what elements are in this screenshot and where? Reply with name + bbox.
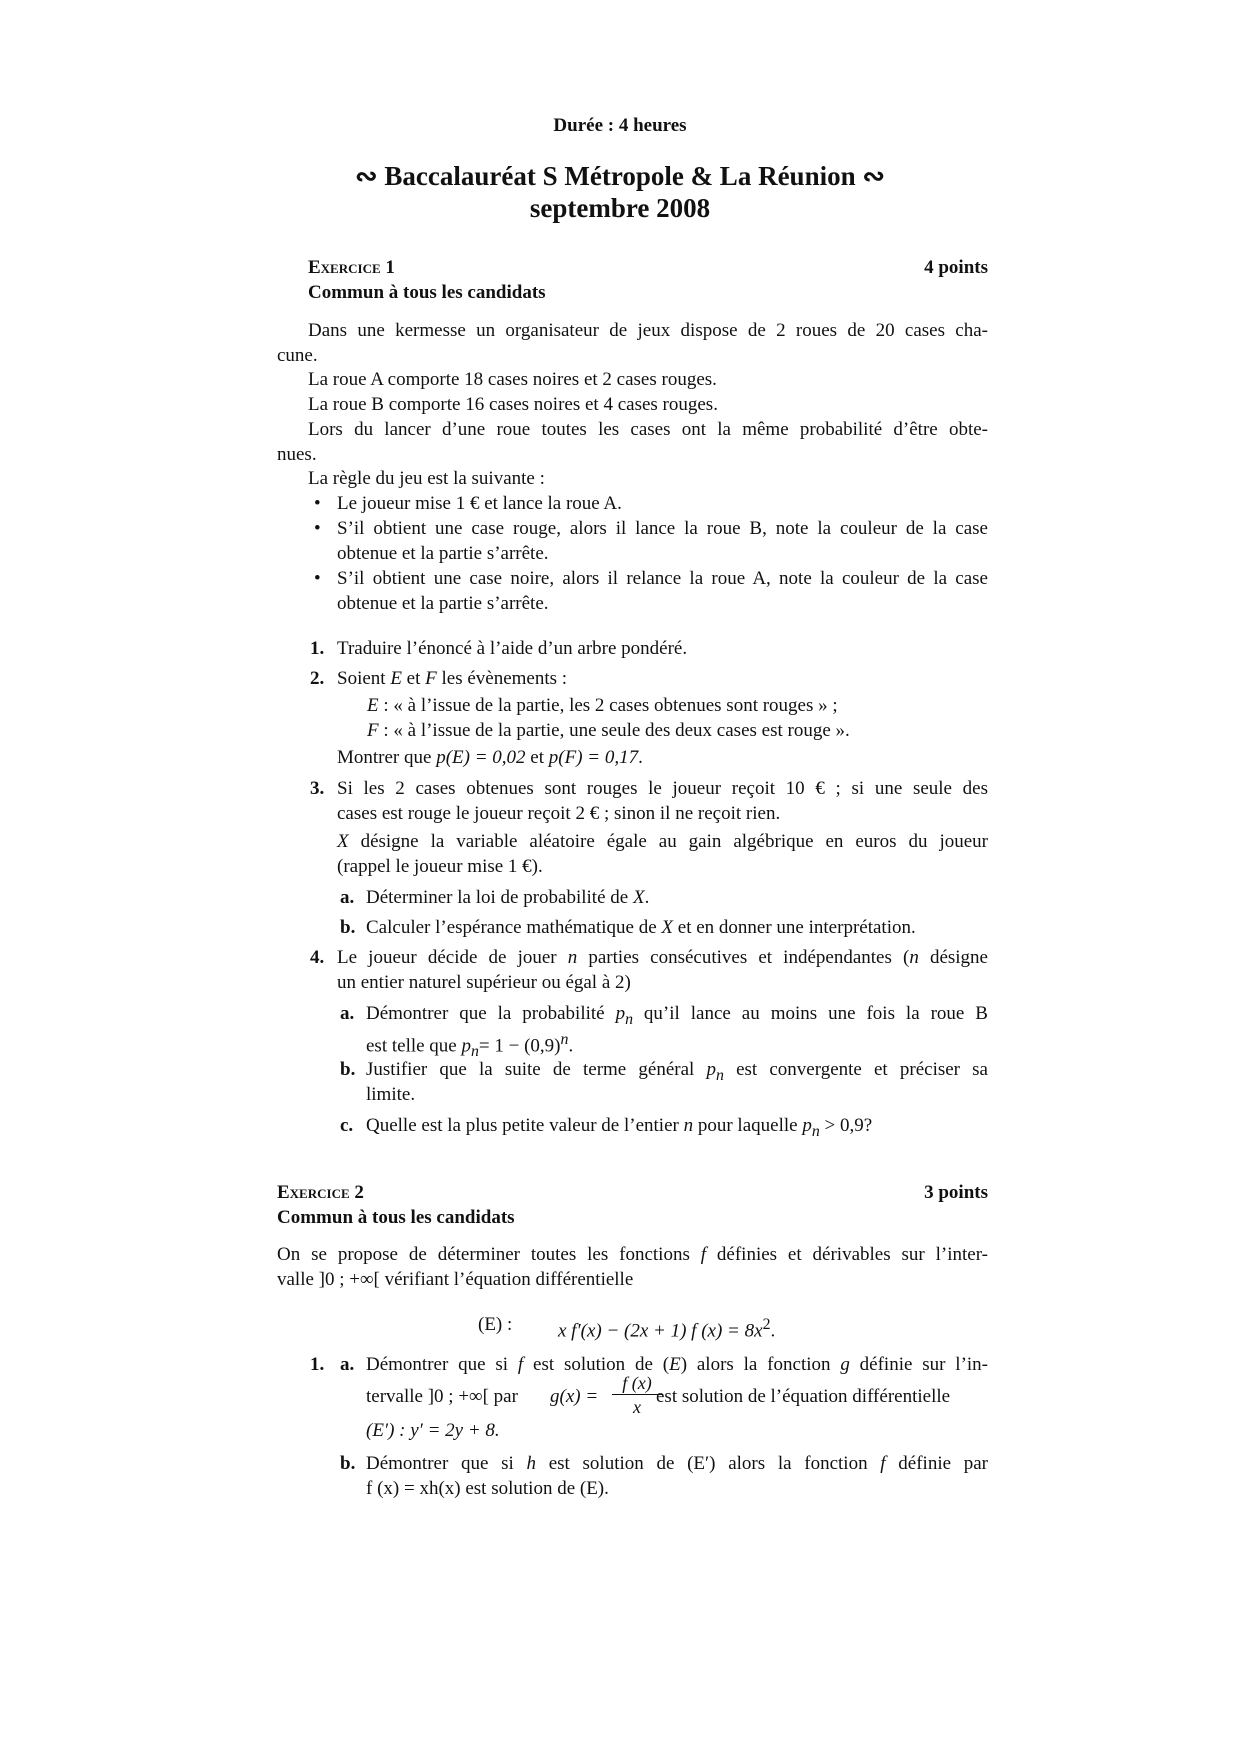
event-e-label: E bbox=[367, 695, 379, 716]
q1a-text-a: Démontrer que si bbox=[366, 1354, 518, 1375]
ex1-paragraph-4-end: nues. bbox=[277, 444, 317, 465]
ex1-q3a-number: a. bbox=[340, 887, 355, 908]
ex1-paragraph-1: Dans une kermesse un organisateur de jeux dispose de 2 roues de 20 cases cha- bbox=[308, 320, 988, 341]
ex1-q4b-line2: limite. bbox=[366, 1084, 416, 1105]
q3-line3-text: désigne la variable aléatoire égale au gain algébrique en euros du joueur bbox=[348, 831, 988, 852]
q1b-text-b: est solution de (E′) alors la fonction bbox=[536, 1453, 881, 1474]
q2-and: et bbox=[525, 747, 549, 768]
ornament-right-icon: ∾ bbox=[862, 161, 885, 191]
equation-body: x f′(x) − (2x + 1) f (x) = 8x bbox=[558, 1320, 763, 1342]
q2-end: . bbox=[638, 747, 643, 768]
q2-event-e: E bbox=[390, 668, 402, 689]
gx-label: g(x) = bbox=[550, 1386, 599, 1407]
q4a-exp: n bbox=[560, 1031, 569, 1048]
ex1-q2-event-e-def bbox=[367, 693, 838, 718]
exercise-1-title: Exercice 1 bbox=[308, 257, 395, 278]
ex1-q3b-text bbox=[366, 915, 916, 940]
q2-show-a: Montrer que bbox=[337, 747, 437, 768]
ex2-intro-f: f bbox=[700, 1244, 707, 1265]
bullet-icon: • bbox=[314, 568, 321, 589]
ex2-q1a-line2-start: tervalle ]0 ; +∞[ par bbox=[366, 1386, 518, 1407]
ex1-bullet-3: S’il obtient une case noire, alors il relance la roue A, note la couleur de la case bbox=[337, 568, 988, 589]
ex1-paragraph-2: La roue A comporte 18 cases noires et 2 cases rouges. bbox=[308, 369, 717, 390]
q3-x: X bbox=[337, 831, 349, 852]
exercise-2-title: Exercice 2 bbox=[277, 1182, 364, 1203]
ex1-q1-number: 1. bbox=[310, 638, 325, 659]
ex1-bullet-2-end: obtenue et la partie s’arrête. bbox=[337, 543, 549, 564]
q1a-f: f bbox=[517, 1354, 524, 1375]
ex1-q4b-line1 bbox=[366, 1057, 988, 1088]
ex1-q4c-number: c. bbox=[340, 1115, 354, 1136]
fraction-numerator: f (x) bbox=[622, 1373, 652, 1393]
q2-event-f: F bbox=[425, 668, 437, 689]
ex1-q2-number: 2. bbox=[310, 668, 325, 689]
exercise-2-subtitle: Commun à tous les candidats bbox=[277, 1207, 515, 1228]
q1a-e: E bbox=[669, 1354, 681, 1375]
ex1-q3a-text bbox=[366, 885, 649, 910]
ex2-intro-line2: valle ]0 ; +∞[ vérifiant l’équation différentielle bbox=[277, 1269, 634, 1290]
q3a-end: . bbox=[644, 887, 650, 908]
q1a-text-c: ) alors la fonction bbox=[680, 1354, 841, 1375]
q4a-p: p bbox=[615, 1003, 626, 1024]
ex1-q4a-number: a. bbox=[340, 1003, 355, 1024]
q4b-text-a: Justifier que la suite de terme général bbox=[366, 1059, 707, 1080]
ex1-paragraph-4: Lors du lancer d’une roue toutes les cases ont la même probabilité d’être obte- bbox=[308, 419, 988, 440]
q1a-text-b: est solution de ( bbox=[523, 1354, 670, 1375]
q4a-formula: = 1 − (0,9) bbox=[478, 1035, 561, 1057]
ex2-q1a-line2-end: est solution de l’équation différentielle bbox=[656, 1386, 951, 1407]
ex1-q3-line1: Si les 2 cases obtenues sont rouges le joueur reçoit 10 € ; si une seule des bbox=[337, 778, 988, 799]
q4c-text-b: pour laquelle bbox=[693, 1115, 803, 1136]
fraction-bar bbox=[612, 1394, 662, 1395]
q4-n: n bbox=[567, 947, 578, 968]
q4b-text-b: est convergente et préciser sa bbox=[723, 1059, 988, 1080]
q4c-n: n bbox=[683, 1115, 694, 1136]
q3a-text: Déterminer la loi de probabilité de bbox=[366, 887, 633, 908]
event-f-label: F bbox=[367, 720, 379, 741]
ex1-bullet-3-end: obtenue et la partie s’arrête. bbox=[337, 593, 549, 614]
ex1-q4-number: 4. bbox=[310, 947, 325, 968]
ex1-bullet-2: S’il obtient une case rouge, alors il lance la roue B, note la couleur de la case bbox=[337, 518, 988, 539]
ex2-q1a-gx bbox=[550, 1384, 598, 1409]
ex1-q3-line3 bbox=[337, 829, 988, 854]
ex1-rules-intro: La règle du jeu est la suivante : bbox=[308, 468, 545, 489]
q4c-sub-n: n bbox=[811, 1122, 820, 1140]
equation-exponent: 2 bbox=[762, 1316, 771, 1333]
ex1-q3b-number: b. bbox=[340, 917, 356, 938]
title-line1: Baccalauréat S Métropole & La Réunion bbox=[384, 161, 856, 191]
q4c-p: p bbox=[802, 1115, 812, 1136]
ex2-q1a-line3: (E′) : y′ = 2y + 8. bbox=[366, 1420, 500, 1441]
event-f-text: : « à l’issue de la partie, une seule des deux cases est rouge ». bbox=[378, 720, 850, 741]
ex2-q1b-line2: f (x) = xh(x) est solution de (E). bbox=[366, 1478, 609, 1499]
fraction-denominator: x bbox=[633, 1397, 641, 1417]
ex2-q1a-line1 bbox=[366, 1352, 988, 1377]
q2-pf: p(F) = 0,17 bbox=[548, 747, 639, 768]
event-e-text: : « à l’issue de la partie, les 2 cases obtenues sont rouges » ; bbox=[378, 695, 838, 716]
ex1-q2-text bbox=[337, 666, 567, 691]
ex1-q4c-text bbox=[366, 1113, 872, 1144]
page-subtitle: septembre 2008 bbox=[529, 193, 711, 223]
q1b-text-c: définie par bbox=[885, 1453, 988, 1474]
ex1-q2-event-f-def bbox=[367, 718, 850, 743]
q4a-text-b: qu’il lance au moins une fois la roue B bbox=[632, 1003, 988, 1024]
ex1-bullet-1: Le joueur mise 1 € et lance la roue A. bbox=[337, 493, 622, 514]
ex1-q4b-number: b. bbox=[340, 1059, 356, 1080]
q4a-sub-n: n bbox=[625, 1010, 633, 1028]
ex1-q3-line2: cases est rouge le joueur reçoit 2 € ; sinon il ne reçoit rien. bbox=[337, 803, 781, 824]
ex1-q3-number: 3. bbox=[310, 778, 325, 799]
ex1-q1-text: Traduire l’énoncé à l’aide d’un arbre pondéré. bbox=[337, 638, 688, 659]
ex1-q4-line2: un entier naturel supérieur ou égal à 2) bbox=[337, 972, 631, 993]
q4a-sub-n2: n bbox=[471, 1043, 479, 1061]
duration-label: Durée : 4 heures bbox=[553, 115, 687, 136]
q2-text-a: Soient bbox=[337, 668, 391, 689]
q4b-p: p bbox=[706, 1059, 716, 1080]
q2-text-b: et bbox=[401, 668, 426, 689]
ex1-q3-line4: (rappel le joueur mise 1 €). bbox=[337, 856, 543, 877]
ex1-paragraph-3: La roue B comporte 16 cases noires et 4 cases rouges. bbox=[308, 394, 718, 415]
q4a-text-a: Démontrer que la probabilité bbox=[366, 1003, 616, 1024]
exercise-2-points: 3 points bbox=[924, 1182, 988, 1203]
q3b-text-a: Calculer l’espérance mathématique de bbox=[366, 917, 662, 938]
q1b-text-a: Démontrer que si bbox=[366, 1453, 527, 1474]
q3a-x: X bbox=[632, 887, 645, 908]
ex1-q2-show bbox=[337, 745, 643, 770]
ornament-left-icon: ∾ bbox=[355, 161, 378, 191]
ex2-intro-a: On se propose de déterminer toutes les fonctions bbox=[277, 1244, 701, 1265]
exercise-1-subtitle: Commun à tous les candidats bbox=[308, 282, 546, 303]
ex2-intro-b: définies et dérivables sur l’inter- bbox=[706, 1244, 988, 1265]
q3b-text-b: et en donner une interprétation. bbox=[673, 917, 916, 938]
q2-pe: p(E) = 0,02 bbox=[436, 747, 526, 768]
bullet-icon: • bbox=[314, 493, 321, 514]
equation-end: . bbox=[770, 1320, 776, 1342]
ex2-equation bbox=[558, 1312, 775, 1343]
q4-text-a: Le joueur décide de jouer bbox=[337, 947, 568, 968]
q1b-h: h bbox=[526, 1453, 537, 1474]
ex2-q1b-line1 bbox=[366, 1451, 988, 1476]
exercise-1-points: 4 points bbox=[924, 257, 988, 278]
ex2-q1a-number: a. bbox=[340, 1354, 355, 1375]
page-title bbox=[0, 160, 1240, 193]
bullet-icon: • bbox=[314, 518, 321, 539]
q4a-end: . bbox=[568, 1035, 574, 1057]
q4b-sub-n: n bbox=[715, 1066, 724, 1084]
q4a-p2: p bbox=[461, 1035, 471, 1057]
ex2-q1-number: 1. bbox=[310, 1354, 325, 1375]
q4-text-b: parties consécutives et indépendantes ( bbox=[577, 947, 910, 968]
ex2-intro-line1 bbox=[277, 1242, 988, 1267]
ex1-paragraph-1-end: cune. bbox=[277, 345, 318, 366]
q4a-text-c: est telle que bbox=[366, 1035, 462, 1057]
q4-n2: n bbox=[909, 947, 919, 968]
q3b-x: X bbox=[661, 917, 674, 938]
q1a-g: g bbox=[840, 1354, 850, 1375]
ex2-equation-label: (E) : bbox=[478, 1314, 513, 1335]
q2-text-c: les évènements : bbox=[436, 668, 568, 689]
q4c-text-c: > 0,9? bbox=[819, 1115, 873, 1136]
q1a-text-d: définie sur l’in- bbox=[849, 1354, 988, 1375]
ex1-q4-line1 bbox=[337, 945, 988, 970]
q4-text-c: désigne bbox=[918, 947, 988, 968]
ex2-q1b-number: b. bbox=[340, 1453, 356, 1474]
q4c-text-a: Quelle est la plus petite valeur de l’entier bbox=[366, 1115, 684, 1136]
q1b-f: f bbox=[880, 1453, 886, 1474]
